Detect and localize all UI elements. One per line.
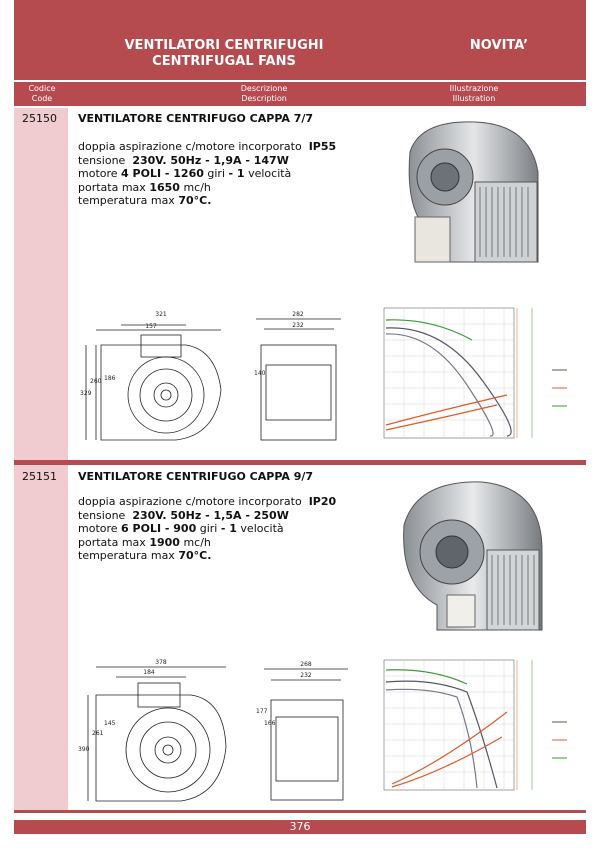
product-description: doppia aspirazione c/motore incorporato IP55 tensione 230V. 50Hz - 1,9A - 147W motore 4 POLI - 1260 giri - 1 velocità portata max 1650 mc/h temperatura max 70°C. — [78, 140, 337, 207]
code-column-bar — [14, 108, 68, 810]
page-number: 376 — [289, 820, 311, 833]
product-code: 25151 — [22, 470, 57, 483]
dim-depth: 268 — [300, 661, 312, 668]
product-title: VENTILATORE CENTRIFUGO CAPPA 9/7 — [78, 470, 314, 483]
header-band — [14, 0, 586, 80]
dim-outlet: 140 — [254, 370, 266, 377]
column-illustration: Illustrazione Illustration — [449, 84, 499, 103]
product-separator — [14, 460, 586, 465]
dim-height-2: 260 — [90, 378, 102, 385]
dim-height: 390 — [78, 746, 90, 753]
dim-outlet: 177 — [256, 708, 268, 715]
page-title: VENTILATORI CENTRIFUGHI CENTRIFUGAL FANS — [124, 38, 324, 69]
performance-graph — [372, 652, 578, 807]
product-description: doppia aspirazione c/motore incorporato IP20 tensione 230V. 50Hz - 1,5A - 250W motore 6 POLI - 900 giri - 1 velocità portata max 1900 mc/h temperatura max 70°C. — [78, 495, 337, 562]
performance-graph — [372, 300, 578, 450]
dim-height-2: 261 — [92, 730, 104, 737]
column-code: Codice Code — [28, 84, 56, 103]
dim-inner-width: 184 — [143, 669, 155, 676]
dim-width: 378 — [155, 659, 167, 666]
dim-width: 321 — [155, 311, 167, 318]
novita-label: NOVITA’ — [469, 38, 529, 53]
dimension-drawing — [76, 655, 366, 815]
fan-photo — [390, 112, 550, 272]
dim-height-3: 186 — [104, 375, 116, 382]
dim-outlet-2: 166 — [264, 720, 276, 727]
footer-band — [14, 820, 586, 834]
dim-height: 329 — [80, 390, 92, 397]
bottom-separator — [14, 810, 586, 813]
product-title: VENTILATORE CENTRIFUGO CAPPA 7/7 — [78, 112, 314, 125]
fan-photo — [392, 470, 552, 640]
dim-depth: 282 — [292, 311, 304, 318]
dim-inner-width: 157 — [145, 323, 157, 330]
dimension-drawing — [76, 305, 366, 455]
dim-height-3: 145 — [104, 720, 116, 727]
dim-inner-depth: 232 — [300, 672, 312, 679]
product-code: 25150 — [22, 112, 57, 125]
column-header — [14, 82, 586, 106]
dim-inner-depth: 232 — [292, 322, 304, 329]
column-description: Descrizione Description — [240, 84, 288, 103]
